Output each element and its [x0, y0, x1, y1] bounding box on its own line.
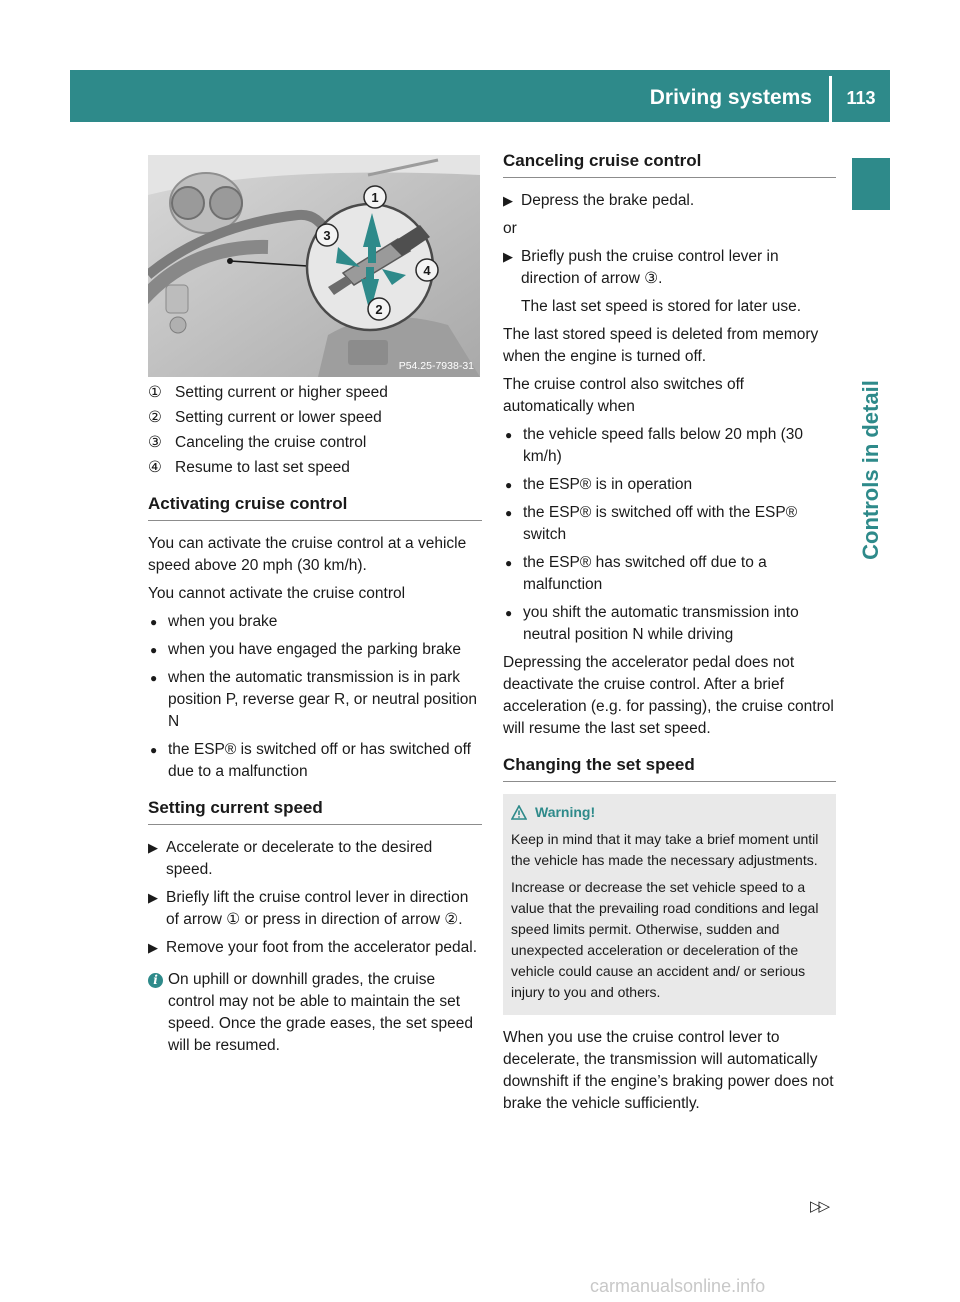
step-arrow-icon: ▶ [148, 940, 158, 955]
step-text: Depress the brake pedal. [521, 192, 695, 209]
bullet-text: the ESP® has switched off due to a malfunction [523, 554, 767, 593]
legend-item [148, 432, 482, 454]
bullet-mark: ● [150, 615, 158, 629]
cockpit-illustration [148, 155, 480, 377]
figure-code: P54.25-7938-31 [398, 360, 474, 372]
step-arrow-icon: ▶ [148, 890, 158, 905]
auto-off-intro: The cruise control also switches off automatically when [503, 376, 744, 415]
step-result: The last set speed is stored for later use. [521, 298, 801, 315]
bullet-mark: ● [505, 428, 513, 442]
list-item [148, 667, 482, 733]
warning-text: Keep in mind that it may take a brief moment until the vehicle has made the necessary adjustments. [511, 831, 819, 868]
callout-4: 4 [423, 263, 431, 278]
accelerator-note: Depressing the accelerator pedal does not deactivate the cruise control. After a brief acceleration (e.g. for passing), the cruise control will resume the last set speed. [503, 654, 834, 737]
warning-header [511, 802, 828, 823]
legend-text: Canceling the cruise control [175, 434, 367, 451]
callout-2: 2 [375, 302, 383, 317]
bullet-mark: ● [150, 671, 158, 685]
info-note [148, 969, 482, 1057]
callout-1: 1 [371, 190, 379, 205]
bullet-text: when you brake [168, 613, 278, 630]
heading-activating: Activating cruise control [148, 493, 482, 521]
legend-text: Setting current or higher speed [175, 384, 388, 401]
heading-canceling: Canceling cruise control [503, 150, 836, 178]
legend-item [148, 382, 482, 404]
bullet-text: the ESP® is switched off or has switched off due to a malfunction [168, 741, 471, 780]
bullet-mark: ● [505, 606, 513, 620]
activating-cannot: You cannot activate the cruise control [148, 585, 406, 602]
warning-icon [511, 805, 527, 820]
bullet-mark: ● [505, 556, 513, 570]
warning-box [503, 794, 836, 1015]
step-arrow-icon: ▶ [148, 840, 158, 855]
step-item [148, 887, 482, 931]
decelerate-note: When you use the cruise control lever to decelerate, the transmission will automatically downshift if the engine’s braking power does not brake the vehicle sufficiently. [503, 1029, 834, 1112]
warning-title: Warning! [535, 804, 596, 820]
bullet-text: the vehicle speed falls below 20 mph (30 km/h) [523, 426, 804, 465]
step-text: Briefly lift the cruise control lever in direction of arrow ① or press in direction of arrow ②. [166, 889, 469, 928]
warning-text: Increase or decrease the set vehicle speed to a value that the prevailing road conditions and legal speed limits permit. Otherwise, sudden and unexpected acceleration or deceleration of the vehicle could cause an accident and/ or serious injury to you and others. [511, 879, 819, 1000]
info-icon: i [148, 973, 163, 988]
legend-item [148, 407, 482, 429]
step-arrow-icon: ▶ [503, 193, 513, 208]
watermark: carmanualsonline.info [590, 1276, 766, 1296]
legend-number: ③ [148, 434, 162, 451]
step-text: Accelerate or decelerate to the desired speed. [166, 839, 433, 878]
bullet-text: the ESP® is switched off with the ESP® switch [523, 504, 798, 543]
legend-number: ④ [148, 459, 162, 476]
bullet-mark: ● [150, 743, 158, 757]
list-item [503, 552, 836, 596]
step-item [503, 190, 836, 212]
legend-number: ① [148, 384, 162, 401]
legend-item [148, 457, 482, 479]
list-item [503, 502, 836, 546]
chapter-label: Controls in detail [858, 380, 883, 560]
section-title: Driving systems [649, 86, 812, 109]
bullet-text: when the automatic transmission is in park position P, reverse gear R, or neutral position N [168, 669, 478, 730]
right-column [503, 150, 836, 1121]
step-text: Remove your foot from the accelerator pedal. [166, 939, 478, 956]
continue-icon: ▷▷ [810, 1198, 828, 1215]
legend-text: Setting current or lower speed [175, 409, 382, 426]
cruise-control-figure [148, 155, 480, 377]
step-item [503, 246, 836, 290]
legend-text: Resume to last set speed [175, 459, 350, 476]
legend-number: ② [148, 409, 162, 426]
bullet-text: when you have engaged the parking brake [168, 641, 461, 658]
bullet-mark: ● [505, 478, 513, 492]
list-item [148, 639, 482, 661]
side-tab-marker [852, 158, 890, 210]
step-arrow-icon: ▶ [503, 249, 513, 264]
activating-intro: You can activate the cruise control at a vehicle speed above 20 mph (30 km/h). [148, 535, 467, 574]
list-item [503, 424, 836, 468]
bullet-text: you shift the automatic transmission into neutral position N while driving [523, 604, 799, 643]
memory-note: The last stored speed is deleted from memory when the engine is turned off. [503, 326, 819, 365]
callout-3: 3 [323, 228, 331, 243]
list-item [503, 602, 836, 646]
list-item [148, 739, 482, 783]
list-item [503, 474, 836, 496]
or-text: or [503, 220, 517, 237]
step-text: Briefly push the cruise control lever in direction of arrow ③. [521, 248, 779, 287]
bullet-mark: ● [505, 506, 513, 520]
heading-changing: Changing the set speed [503, 754, 836, 782]
page-number: 113 [846, 88, 876, 108]
list-item [148, 611, 482, 633]
step-item [148, 937, 482, 959]
left-column [148, 382, 482, 1057]
heading-setting: Setting current speed [148, 797, 482, 825]
bullet-text: the ESP® is in operation [523, 476, 693, 493]
bullet-mark: ● [150, 643, 158, 657]
step-item [148, 837, 482, 881]
info-text: On uphill or downhill grades, the cruise control may not be able to maintain the set speed. Once the grade eases, the set speed will be resumed. [168, 971, 474, 1054]
